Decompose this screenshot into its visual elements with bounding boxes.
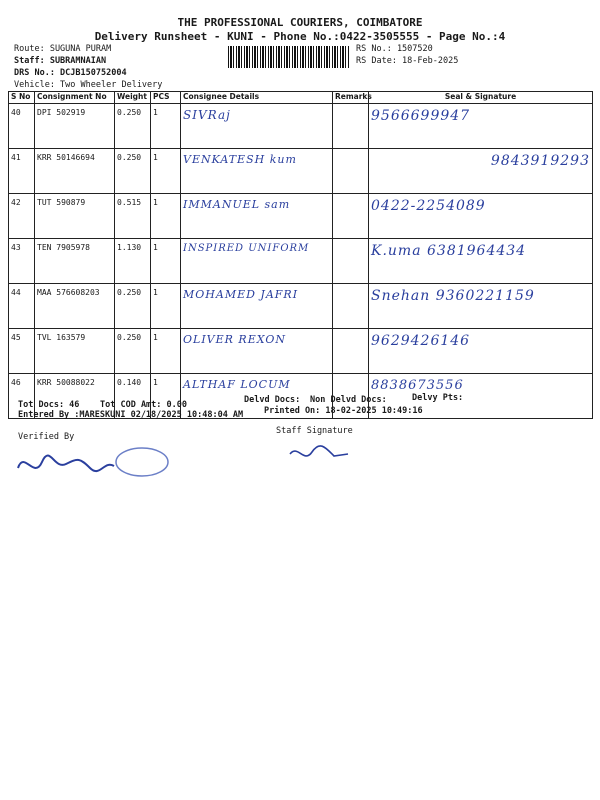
table-row [9,104,593,149]
table-row [9,284,593,329]
row-consignment: TEN 7905978 [35,239,115,284]
row-remarks [333,329,369,374]
row-consignee: IMMANUEL sam [181,194,333,239]
row-weight: 1.130 [115,239,151,284]
row-sno: 43 [9,239,35,284]
row-weight: 0.250 [115,329,151,374]
row-pcs: 1 [151,284,181,329]
row-weight: 0.250 [115,284,151,329]
col-sno: S No [9,92,35,104]
tot-cod-amount: Tot COD Amt: 0.00 [100,400,187,410]
delivered-docs: Delvd Docs: [244,395,301,405]
row-consignment: DPI 502919 [35,104,115,149]
row-remarks [333,194,369,239]
row-consignment: MAA 576608203 [35,284,115,329]
row-consignee: ALTHAF LOCUM [181,374,333,419]
staff-label: Staff: SUBRAMNAIAN [14,56,107,66]
rs-date: RS Date: 18-Feb-2025 [356,56,459,66]
col-consignee: Consignee Details [181,92,333,104]
row-sno: 42 [9,194,35,239]
row-consignment: TUT 590879 [35,194,115,239]
row-sno: 44 [9,284,35,329]
col-consignment: Consignment No [35,92,115,104]
row-seal: 9566699947 [369,104,593,149]
table-header-row [9,92,593,104]
table-row [9,329,593,374]
row-consignee: MOHAMED JAFRI [181,284,333,329]
row-remarks [333,104,369,149]
rs-number: RS No.: 1507520 [356,44,433,54]
staff-signature-label: Staff Signature [276,426,353,436]
row-pcs: 1 [151,194,181,239]
row-pcs: 1 [151,149,181,194]
row-weight: 0.250 [115,149,151,194]
row-consignment: TVL 163579 [35,329,115,374]
col-pcs: PCS [151,92,181,104]
row-consignee: OLIVER REXON [181,329,333,374]
verified-by-label: Verified By [18,432,75,442]
staff-signature [286,440,356,468]
drs-number: DRS No.: DCJB150752004 [14,68,127,78]
table-row [9,194,593,239]
row-seal: 8838673556 [369,374,593,419]
col-seal: Seal & Signature [369,92,593,104]
row-seal: K.uma 6381964434 [369,239,593,284]
row-sno: 40 [9,104,35,149]
tot-docs: Tot Docs: 46 [18,400,80,410]
vehicle-label: Vehicle: Two Wheeler Delivery [14,80,163,90]
row-pcs: 1 [151,239,181,284]
row-sno: 41 [9,149,35,194]
printed-on: Printed On: 18-02-2025 10:49:16 [264,406,423,416]
row-consignee: INSPIRED UNIFORM [181,239,333,284]
row-consignee: VENKATESH kum [181,149,333,194]
row-seal: 9629426146 [369,329,593,374]
company-title: THE PROFESSIONAL COURIERS, COIMBATORE [177,16,423,29]
col-remarks: Remarks [333,92,369,104]
row-pcs: 1 [151,329,181,374]
row-weight: 0.250 [115,104,151,149]
barcode [228,46,350,68]
runsheet-table [8,91,593,419]
row-consignee: SIVRaj [181,104,333,149]
row-remarks [333,149,369,194]
row-seal: 0422-2254089 [369,194,593,239]
row-sno: 45 [9,329,35,374]
route-label: Route: SUGUNA PURAM [14,44,112,54]
runsheet-subtitle: Delivery Runsheet - KUNI - Phone No.:0422-3505555 - Page No.:4 [94,30,506,43]
row-pcs: 1 [151,374,181,419]
row-seal: 9843919293 [369,149,593,194]
col-weight: Weight [115,92,151,104]
entered-by: Entered By :MARESKUNI 02/18/2025 10:48:04 AM [18,410,244,420]
row-pcs: 1 [151,104,181,149]
row-remarks [333,284,369,329]
row-consignment: KRR 50146694 [35,149,115,194]
row-weight: 0.140 [115,374,151,419]
row-sno: 46 [9,374,35,419]
row-seal: Snehan 9360221159 [369,284,593,329]
verified-signature [14,440,174,490]
delivery-points: Delvy Pts: [412,393,464,403]
table-row [9,149,593,194]
row-remarks [333,239,369,284]
non-delivered-docs: Non Delvd Docs: [310,395,387,405]
row-consignment: KRR 50088022 [35,374,115,419]
table-row [9,239,593,284]
row-weight: 0.515 [115,194,151,239]
